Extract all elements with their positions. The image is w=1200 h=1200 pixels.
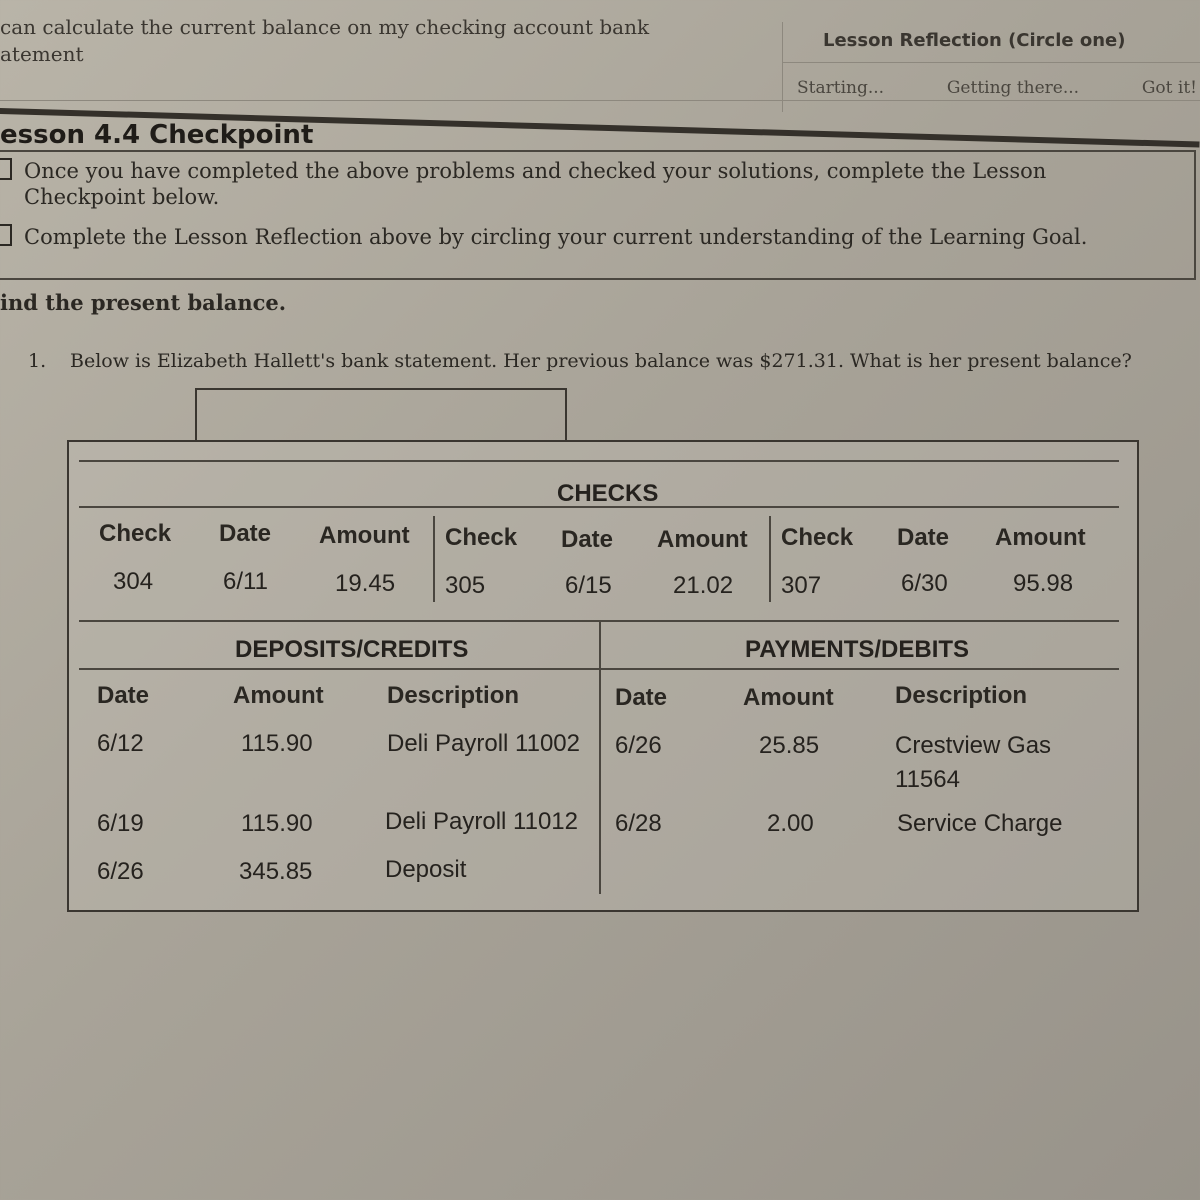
statement-top-rule <box>79 460 1119 462</box>
instruction-1-line-2: Checkpoint below. <box>24 185 220 209</box>
learning-goal-line-1: can calculate the current balance on my checking account bank <box>0 15 650 39</box>
question-number: 1. <box>28 350 47 372</box>
deposit-1-date: 6/12 <box>97 730 144 757</box>
deposit-1-description: Deli Payroll 11002 <box>387 730 580 757</box>
learning-goal-strip <box>0 0 1200 101</box>
checks-header-check-3: Check <box>781 524 854 551</box>
lesson-reflection-box <box>782 22 1200 112</box>
payment-1-amount: 25.85 <box>759 732 820 759</box>
payment-1-description-line-2: 11564 <box>895 766 960 793</box>
option-starting[interactable]: Starting... <box>797 78 885 98</box>
instruction-2 <box>0 224 1190 250</box>
payments-title: PAYMENTS/DEBITS <box>745 636 970 663</box>
payment-2-description: Service Charge <box>897 810 1063 837</box>
deposits-title: DEPOSITS/CREDITS <box>235 636 469 663</box>
checkbox-2[interactable] <box>0 224 12 246</box>
check-date-305: 6/15 <box>565 572 612 599</box>
reflection-divider <box>783 62 1200 63</box>
checks-title: CHECKS <box>557 480 659 507</box>
question-text: Below is Elizabeth Hallett's bank statement. Her previous balance was $271.31. What is her present balance? <box>70 350 1132 372</box>
check-amount-305: 21.02 <box>673 572 734 599</box>
option-got-it[interactable]: Got it! <box>1141 78 1197 98</box>
check-date-304: 6/11 <box>223 568 268 595</box>
check-number-307: 307 <box>781 572 822 599</box>
deposit-3-description: Deposit <box>385 856 467 883</box>
section-header-rule <box>79 668 1119 670</box>
payments-header-date: Date <box>615 684 668 711</box>
check-amount-307: 95.98 <box>1013 570 1074 597</box>
checks-header-date-3: Date <box>897 524 950 551</box>
deposit-3-date: 6/26 <box>97 858 144 885</box>
deposit-1-amount: 115.90 <box>241 730 313 757</box>
checkpoint-title: esson 4.4 Checkpoint <box>0 120 314 150</box>
instruction-2-text: Complete the Lesson Reflection above by circling your current understanding of the Learning Goal. <box>24 225 1088 249</box>
instruction-1-line-1: Once you have completed the above problems and checked your solutions, complete the Lesson <box>24 159 1047 183</box>
answer-box[interactable] <box>195 388 567 442</box>
deposit-2-amount: 115.90 <box>241 810 313 837</box>
reflection-options <box>797 78 1197 98</box>
option-getting-there[interactable]: Getting there... <box>946 78 1080 98</box>
deposit-2-description: Deli Payroll 11012 <box>385 808 578 835</box>
checks-header-amount-2: Amount <box>657 526 748 553</box>
check-number-304: 304 <box>113 568 154 595</box>
deposits-header-date: Date <box>97 682 150 709</box>
bank-statement <box>67 440 1139 912</box>
deposit-2-date: 6/19 <box>97 810 144 837</box>
checks-divider-1 <box>433 516 435 602</box>
instruction-1 <box>0 158 1190 210</box>
checkbox-1[interactable] <box>0 158 12 180</box>
check-number-305: 305 <box>445 572 486 599</box>
payment-1-date: 6/26 <box>615 732 662 759</box>
check-date-307: 6/30 <box>901 570 948 597</box>
learning-goal-line-2: atement <box>0 42 84 66</box>
payments-header-description: Description <box>895 682 1028 709</box>
reflection-title: Lesson Reflection (Circle one) <box>823 30 1126 51</box>
checks-header-check-2: Check <box>445 524 518 551</box>
payments-header-amount: Amount <box>743 684 834 711</box>
deposit-3-amount: 345.85 <box>239 858 313 885</box>
payment-1-description: Crestview Gas <box>895 732 1052 759</box>
deposits-header-description: Description <box>387 682 520 709</box>
checks-header-check-1: Check <box>99 520 172 547</box>
check-amount-304: 19.45 <box>335 570 396 597</box>
payment-2-date: 6/28 <box>615 810 662 837</box>
deposits-payments-divider <box>599 622 601 894</box>
checks-header-amount-3: Amount <box>995 524 1086 551</box>
checks-header-date-1: Date <box>219 520 272 547</box>
payment-2-amount: 2.00 <box>767 810 814 837</box>
section-heading: ind the present balance. <box>0 290 287 315</box>
checks-rule <box>79 506 1119 508</box>
checks-header-date-2: Date <box>561 526 614 553</box>
learning-goal <box>0 14 770 68</box>
deposits-header-amount: Amount <box>233 682 324 709</box>
checks-divider-2 <box>769 516 771 602</box>
checks-header-amount-1: Amount <box>319 522 410 549</box>
